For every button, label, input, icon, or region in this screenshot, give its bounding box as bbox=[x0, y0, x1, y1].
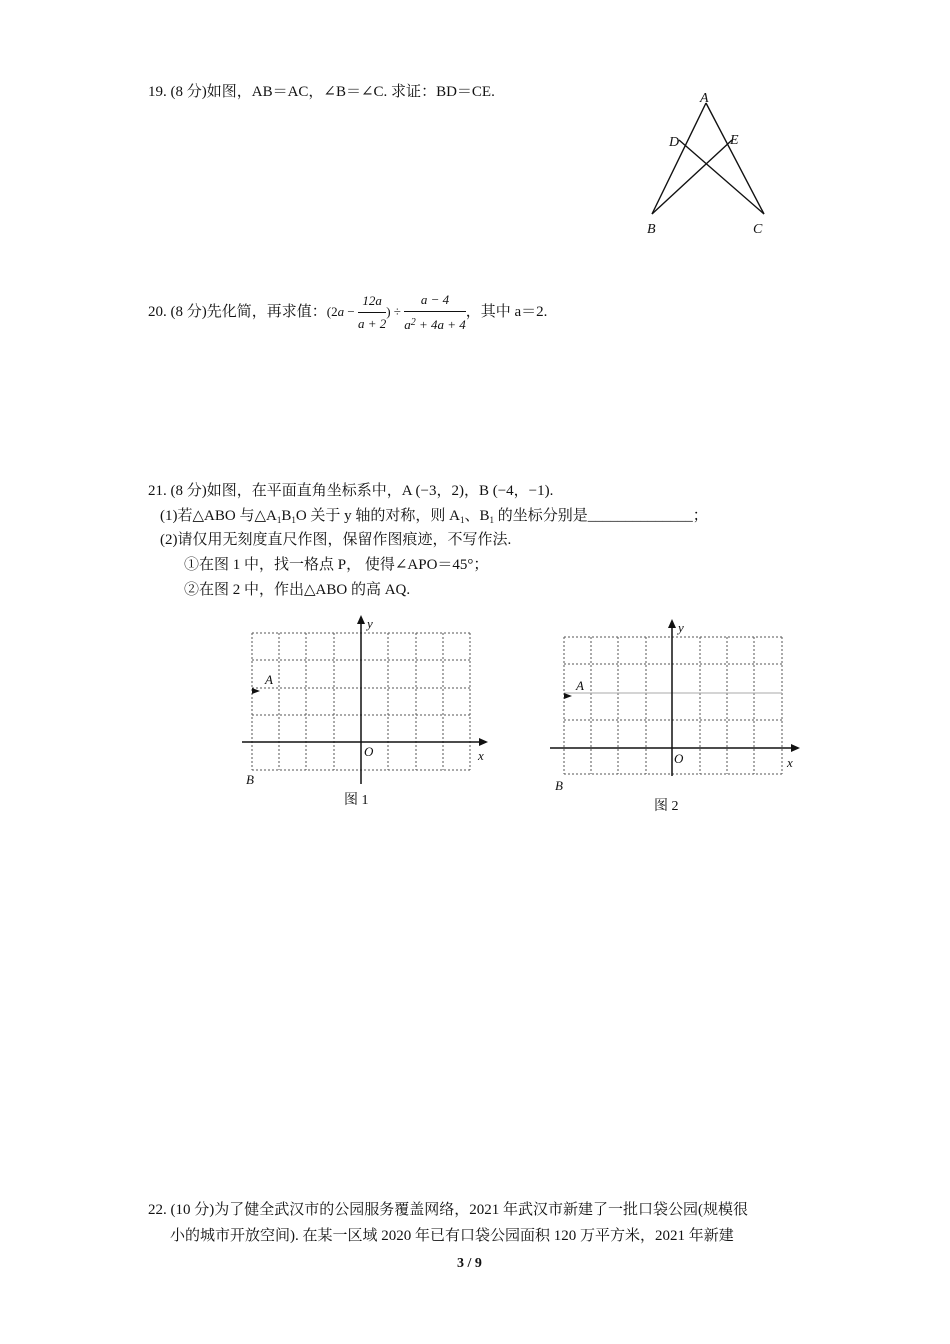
q21-line3: (2)请仅用无刻度直尺作图，保留作图痕迹，不写作法. bbox=[160, 532, 512, 548]
q20-f1-num: 12a bbox=[358, 291, 386, 313]
q19-triangle-figure bbox=[636, 84, 776, 244]
fig2-origin-label: O bbox=[674, 751, 684, 766]
q20-f2-num: a − 4 bbox=[404, 290, 466, 312]
q22-line1: 22. (10 分)为了健全武汉市的公园服务覆盖网络，2021 年武汉市新建了一批口袋公园(规模很 bbox=[148, 1202, 748, 1218]
q19-text: 19. (8 分)如图，AB＝AC，∠B＝∠C. 求证：BD＝CE. bbox=[148, 84, 495, 100]
fig1-y-label: y bbox=[367, 616, 373, 631]
label-A: A bbox=[700, 91, 709, 106]
label-B: B bbox=[647, 222, 656, 237]
fig2-y-label: y bbox=[678, 620, 684, 635]
fig2-A-label: A bbox=[576, 678, 584, 693]
fig2-x-label: x bbox=[787, 755, 793, 770]
q20-prefix: 20. (8 分)先化简，再求值： bbox=[148, 303, 327, 320]
q21-line2-d: 、B bbox=[464, 508, 490, 524]
q21-line2-e: 的坐标分别是______________； bbox=[494, 508, 708, 524]
fig1-B-label: B bbox=[246, 772, 254, 787]
q22-line2: 小的城市开放空间). 在某一区域 2020 年已有口袋公园面积 120 万平方米，2021 年新建 bbox=[170, 1228, 734, 1244]
fig1-A-label: A bbox=[265, 672, 273, 687]
q21-line2-c: O 关于 y 轴的对称，则 A bbox=[295, 508, 461, 524]
label-E: E bbox=[730, 133, 739, 148]
q21-line5: ②在图 2 中，作出△ABO 的高 AQ. bbox=[184, 582, 411, 598]
q21-line2 bbox=[160, 506, 708, 530]
fig2-caption: 图 2 bbox=[654, 799, 679, 814]
q20-suffix: ，其中 a＝2. bbox=[465, 303, 548, 320]
q21-line2-sub2: 1 bbox=[291, 515, 296, 525]
page-number: 3 / 9 bbox=[457, 1256, 482, 1271]
q21-line4: ①在图 1 中，找一格点 P， 使得∠APO＝45°； bbox=[184, 557, 489, 573]
q21-figure-1-grid bbox=[236, 612, 496, 812]
fig1-origin-label: O bbox=[364, 744, 374, 759]
q21-line2-b: B bbox=[281, 508, 292, 524]
q21-line2-sub4: 1 bbox=[489, 515, 495, 525]
q20-fraction-2 bbox=[404, 290, 466, 335]
q21-line2-sub1: 1 bbox=[276, 515, 282, 525]
q20-line bbox=[148, 290, 547, 335]
q20-close-div: ) ÷ bbox=[386, 303, 405, 319]
q20-f2-den-rest: + 4a + 4 bbox=[415, 317, 466, 332]
q20-f2-den-a: a bbox=[404, 317, 411, 332]
label-C: C bbox=[753, 222, 763, 237]
q20-minus: − bbox=[344, 303, 358, 319]
q20-f1-den: a + 2 bbox=[357, 316, 387, 331]
q20-open: (2 bbox=[326, 303, 338, 319]
q21-figure-2-grid bbox=[546, 616, 808, 820]
label-D: D bbox=[669, 135, 680, 150]
q20-f2-den-exp: 2 bbox=[410, 317, 416, 328]
q21-line2-sub3: 1 bbox=[460, 515, 465, 525]
fig2-B-label: B bbox=[555, 778, 563, 793]
q21-line1: 21. (8 分)如图，在平面直角坐标系中，A (−3，2)，B (−4，−1). bbox=[148, 483, 554, 499]
q21-line2-a: (1)若△ABO 与△A bbox=[160, 508, 277, 524]
fig1-x-label: x bbox=[478, 748, 484, 763]
fig1-caption: 图 1 bbox=[344, 793, 369, 808]
q20-fraction-1 bbox=[358, 291, 386, 334]
q20-a1: a bbox=[337, 303, 345, 319]
